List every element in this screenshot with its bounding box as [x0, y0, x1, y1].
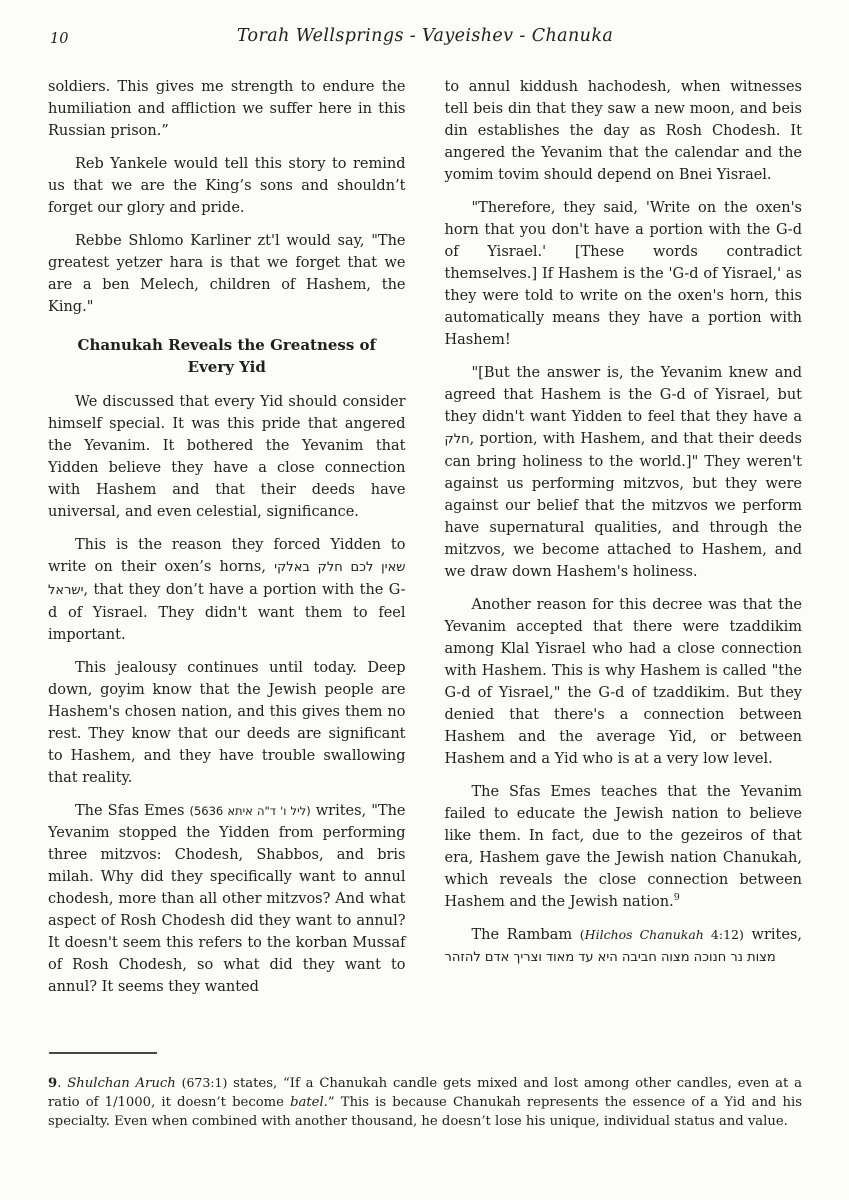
paragraph	[445, 781, 803, 913]
text-run: We discussed that every Yid should consider himself special. It was this pride that angered the Yevanim. It bothered the Yevanim that Yidden believe they have a close connection with Hashem and that their deeds have universal, and even celestial, significance.	[48, 394, 406, 520]
paragraph	[48, 534, 406, 646]
page-number: 10	[50, 31, 69, 47]
paragraph	[48, 153, 406, 219]
text-run: soldiers. This gives me strength to endure the humiliation and affliction we suffer here in this Russian prison.”	[48, 79, 406, 139]
text-run: states, “If a Chanukah candle gets mixed and lost among other candles, even at a ratio of 1/1000, it doesn’t become	[48, 1076, 802, 1110]
text-run: , portion, with Hashem, and that their deeds can bring holiness to the world.]" They weren't against us performing mitzvos, but they were against our belief that the mitzvos we perform have supernatural qualities, and through the mitzvos, we become attached to Hashem, and we draw down Hashem's holiness.	[444, 431, 802, 580]
paragraph	[48, 230, 406, 318]
text-run: This jealousy continues until today. Deep down, goyim know that the Jewish people are Hashem's chosen nation, and this gives them no rest. They know that our deeds are significant to Hashem, and they have trouble swallowing that reality.	[48, 660, 406, 786]
left-column	[48, 76, 406, 1052]
text-run: , that they don’t have a portion with the G-d of Yisrael. They didn't want them to feel important.	[48, 582, 406, 643]
text-run: Reb Yankele would tell this story to remind us that we are the King’s sons and shouldn’t forget our glory and pride.	[48, 156, 406, 216]
hebrew-text: חלק	[444, 432, 470, 447]
text-run: to annul kiddush hachodesh, when witnesses tell beis din that they saw a new moon, and beis din establishes the day as Rosh Chodesh. It angered the Yevanim that the calendar and the yomim tovim should depend on Bnei Yisrael.	[444, 79, 802, 183]
hebrew-text: מצות נר חנוכה מצוה חביבה היא עד מאוד וצריך אדם להזהר	[444, 950, 776, 965]
paragraph	[445, 594, 803, 770]
hebrew-text: (ליל ו' ד"ה איתא 5636)	[189, 804, 311, 818]
text-run: This is the reason they forced Yidden to write on their oxen’s horns,	[48, 537, 406, 575]
text-run: The Sfas Emes	[75, 803, 190, 819]
footnote	[48, 1073, 802, 1131]
text-run: Chanukah Reveals the Greatness of Every Yid	[77, 336, 376, 376]
paragraph	[48, 76, 406, 142]
text-run: .	[57, 1076, 68, 1091]
paragraph	[48, 1073, 802, 1131]
text-run: 4:12)	[703, 927, 744, 942]
text-columns	[48, 76, 802, 1052]
text-run: Hilchos Chanukah	[584, 927, 704, 942]
text-run: (673:1)	[181, 1075, 228, 1090]
text-run: "[But the answer is, the Yevanim knew and agreed that Hashem is the G-d of Yisrael, but they didn't want Yidden to feel that they have a	[444, 365, 802, 425]
text-run: Shulchan Aruch	[67, 1076, 176, 1091]
footnote-area	[48, 1052, 802, 1131]
text-run: The Rambam	[471, 927, 580, 943]
text-run: Rebbe Shlomo Karliner zt'l would say, "The greatest yetzer hara is that we forget that we are a ben Melech, children of Hashem, the King."	[48, 233, 406, 315]
text-run: writes,	[743, 927, 802, 943]
paragraph	[445, 197, 803, 351]
footnote-separator	[49, 1052, 157, 1054]
paragraph	[445, 362, 803, 583]
text-run: .” This is because Chanukah represents the essence of a Yid and his specialty. Even when combined with another thousand, he doesn’t lose his unique, individual status and value.	[48, 1095, 802, 1129]
text-run: "Therefore, they said, 'Write on the oxen's horn that you don't have a portion with the G-d of Yisrael.' [These words contradict themselves.] If Hashem is the 'G-d of Yisrael,' as they were told to write on the oxen's horn, this automatically means they have a portion with Hashem!	[444, 200, 802, 348]
page-title: Torah Wellsprings - Vayeishev - Chanuka	[236, 26, 614, 46]
section-heading	[52, 334, 402, 378]
paragraph	[48, 800, 406, 998]
footnote-reference: 9	[673, 892, 680, 904]
text-run: The Sfas Emes teaches that the Yevanim failed to educate the Jewish nation to believe like them. In fact, due to the gezeiros of that era, Hashem gave the Jewish nation Chanukah, which reveals the close connection between Hashem and the Jewish nation.	[444, 784, 802, 910]
paragraph	[48, 391, 406, 523]
text-run: (	[579, 927, 585, 942]
text-run: 9	[48, 1076, 58, 1091]
hebrew-text: שאין לכם חלק באלקי ישראל	[48, 560, 406, 598]
text-run: batel	[290, 1095, 324, 1110]
right-column	[445, 76, 803, 1052]
page-header	[48, 26, 802, 54]
text-run: writes, "The Yevanim stopped the Yidden from performing three mitzvos: Chodesh, Shabbos, and bris milah. Why did they specifically want to annul chodesh, more than all other mitzvos? And what aspect of Rosh Chodesh did they want to annul? It doesn't seem this refers to the korban Mussaf of Rosh Chodesh, so what did they want to annul? It seems they wanted	[48, 803, 406, 995]
paragraph	[48, 657, 406, 789]
paragraph	[445, 76, 803, 186]
text-run: Another reason for this decree was that the Yevanim accepted that there were tzaddikim among Klal Yisrael who had a close connection with Hashem. This is why Hashem is called "the G-d of Yisrael," the G-d of tzaddikim. But they denied that there's a connection between Hashem and the average Yid, or between Hashem and a Yid who is at a very low level.	[444, 597, 802, 767]
paragraph	[445, 924, 803, 969]
